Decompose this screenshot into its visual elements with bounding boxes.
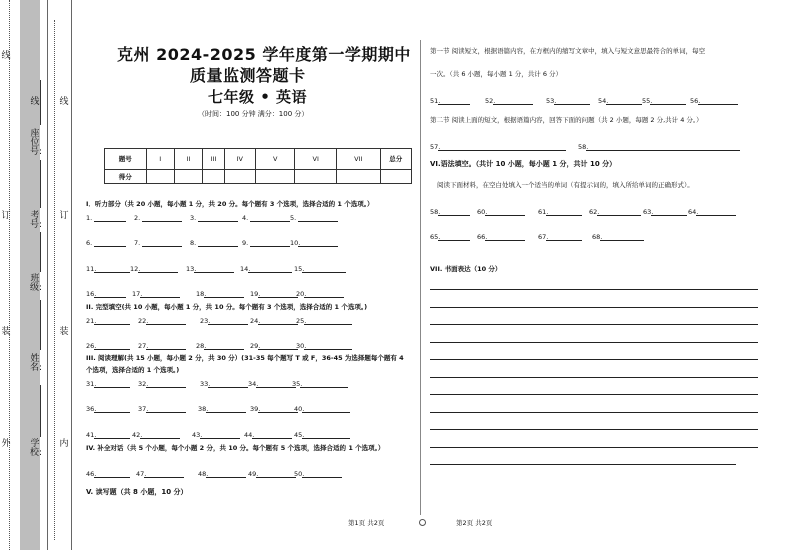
grammar-answer-blank[interactable] [438, 240, 470, 241]
name-label: 姓名: [30, 354, 43, 373]
reading-answer-blank[interactable] [94, 412, 130, 413]
grammar-number: 64. [688, 208, 699, 216]
cloze-number: 23. [200, 317, 211, 325]
reading-number: 35. [292, 380, 303, 388]
listening-number: 11. [86, 265, 97, 273]
inner-mark-seal: 装 [59, 327, 69, 337]
section-6-description: 阅读下面材料，在空白处填入一个适当的单词（有提示词的，填入所给单词的正确形式）。 [437, 181, 694, 189]
outer-mark-bind: 订 [1, 211, 11, 221]
reading-number: 40. [294, 405, 305, 413]
score-header-1: I [146, 149, 174, 170]
listening-number: 9. [242, 239, 249, 247]
dialogue-answer-blank[interactable] [256, 477, 296, 478]
listening-answer-blank[interactable] [250, 221, 290, 222]
reading-summary-number: 51. [430, 97, 441, 105]
section-3-title-a: III. 阅读理解(共 15 小题，每小题 2 分，共 30 分）(31-35 每个题写 T 或 F，36-45 为选择题每个题有 4 [86, 354, 404, 362]
listening-answer-blank[interactable] [250, 246, 290, 247]
page-title-line1: 克州 2024-2025 学年度第一学期期中 [117, 45, 411, 64]
reading-number: 43. [192, 431, 203, 439]
score-cell[interactable] [336, 169, 380, 183]
writing-line[interactable] [430, 429, 758, 430]
dialogue-number: 48. [198, 470, 209, 478]
outer-mark-outside: 外 [1, 439, 11, 449]
reading-summary-answer-blank[interactable] [493, 104, 533, 105]
grammar-answer-blank[interactable] [546, 215, 582, 216]
listening-number: 10. [290, 239, 301, 247]
reading-number: 41. [86, 431, 97, 439]
cloze-answer-blank[interactable] [94, 349, 130, 350]
reading-summary-number: 54. [598, 97, 609, 105]
dialogue-number: 46. [86, 470, 97, 478]
listening-answer-blank[interactable] [142, 246, 182, 247]
reading-summary-number: 52. [485, 97, 496, 105]
reading-answer-blank[interactable] [206, 412, 246, 413]
listening-answer-blank[interactable] [198, 246, 238, 247]
section-6-title: VI.语法填空。（共计 10 小题，每小题 1 分，共计 10 分） [430, 160, 617, 168]
score-header-7: VII [336, 149, 380, 170]
reading-summary-answer-blank[interactable] [606, 104, 642, 105]
cloze-number: 30. [296, 342, 307, 350]
grammar-number: 58. [430, 208, 441, 216]
score-header-3: III [203, 149, 224, 170]
listening-number: 16. [86, 290, 97, 298]
grammar-number: 66. [477, 233, 488, 241]
inner-mark-line: 线 [59, 97, 69, 107]
grade-subject: 七年级 • 英语 [208, 88, 308, 106]
reading-number: 36. [86, 405, 97, 413]
writing-line[interactable] [430, 464, 736, 465]
listening-number: 6. [86, 239, 93, 247]
reading-number: 38. [198, 405, 209, 413]
reading-number: 32. [138, 380, 149, 388]
writing-line[interactable] [430, 359, 758, 360]
page-separator-circle [419, 519, 426, 526]
reading-summary-answer-blank[interactable] [698, 104, 738, 105]
grammar-answer-blank[interactable] [546, 240, 582, 241]
dialogue-answer-blank[interactable] [302, 477, 342, 478]
cloze-number: 27. [138, 342, 149, 350]
listening-answer-blank[interactable] [138, 272, 178, 273]
reading-answer-blank[interactable] [208, 387, 248, 388]
cloze-answer-blank[interactable] [258, 324, 298, 325]
reading-summary-number: 56. [690, 97, 701, 105]
reading-summary-answer-blank[interactable] [554, 104, 590, 105]
grammar-answer-blank[interactable] [485, 215, 525, 216]
score-cell[interactable] [174, 169, 202, 183]
listening-answer-blank[interactable] [94, 272, 130, 273]
cloze-number: 29. [250, 342, 261, 350]
grammar-number: 61. [538, 208, 549, 216]
cloze-answer-blank[interactable] [304, 324, 352, 325]
cloze-answer-blank[interactable] [204, 349, 244, 350]
section-4-title: IV. 补全对话（共 5 个小题，每个小题 2 分，共 10 分。每个题有 5 个选项，选择合适的 1 个选项。） [86, 444, 385, 452]
reading-answer-blank[interactable] [302, 412, 350, 413]
listening-number: 5. [290, 214, 297, 222]
grammar-number: 65. [430, 233, 441, 241]
reading-question-answer-blank[interactable] [586, 150, 740, 151]
reading-answer-blank[interactable] [94, 387, 130, 388]
grammar-answer-blank[interactable] [485, 240, 525, 241]
listening-number: 18. [196, 290, 207, 298]
writing-line[interactable] [430, 324, 758, 325]
listening-number: 1. [86, 214, 93, 222]
dialogue-number: 50. [294, 470, 305, 478]
grammar-number: 68. [592, 233, 603, 241]
listening-number: 7. [134, 239, 141, 247]
cloze-number: 21. [86, 317, 97, 325]
dialogue-answer-blank[interactable] [144, 477, 184, 478]
grammar-number: 67. [538, 233, 549, 241]
cloze-number: 24. [250, 317, 261, 325]
grammar-answer-blank[interactable] [438, 215, 470, 216]
reading-summary-answer-blank[interactable] [650, 104, 686, 105]
part1-instruction-line1: 第一节 阅读短文，根据语篇内容，在方框内的缩写文章中，填入与短文意思最符合的单词，每空 [430, 47, 706, 55]
grammar-answer-blank[interactable] [651, 215, 687, 216]
listening-answer-blank[interactable] [258, 297, 298, 298]
page-title-line2: 质量监测答题卡 [190, 66, 306, 85]
listening-answer-blank[interactable] [298, 246, 338, 247]
dialogue-number: 49. [248, 470, 259, 478]
reading-number: 31. [86, 380, 97, 388]
inner-mark-bind: 订 [59, 211, 69, 221]
listening-answer-blank[interactable] [204, 297, 244, 298]
exam-number-label: 考号: [30, 211, 43, 230]
reading-answer-blank[interactable] [140, 438, 180, 439]
score-header-total: 总分 [380, 149, 411, 170]
cloze-answer-blank[interactable] [94, 324, 130, 325]
grammar-number: 62. [589, 208, 600, 216]
reading-answer-blank[interactable] [94, 438, 130, 439]
writing-line[interactable] [430, 342, 758, 343]
class-label: 班级: [30, 274, 43, 293]
listening-number: 13. [186, 265, 197, 273]
page-number-2: 第2页 共2页 [456, 519, 493, 527]
cloze-number: 26. [86, 342, 97, 350]
binding-border-line [71, 0, 72, 550]
listening-number: 2. [134, 214, 141, 222]
reading-number: 39. [250, 405, 261, 413]
seat-number-label: 座位号: [30, 129, 43, 157]
dialogue-answer-blank[interactable] [206, 477, 246, 478]
reading-number: 45. [294, 431, 305, 439]
score-header-4: IV [224, 149, 255, 170]
reading-summary-number: 53. [546, 97, 557, 105]
grammar-number: 63. [643, 208, 654, 216]
score-cell[interactable] [380, 169, 411, 183]
reading-number: 44. [244, 431, 255, 439]
listening-answer-blank[interactable] [198, 221, 238, 222]
writing-line[interactable] [430, 447, 758, 448]
listening-answer-blank[interactable] [304, 297, 344, 298]
grammar-number: 60. [477, 208, 488, 216]
listening-answer-blank[interactable] [302, 272, 346, 273]
reading-answer-blank[interactable] [302, 438, 350, 439]
outer-mark-seal: 装 [1, 327, 11, 337]
score-header-5: V [255, 149, 295, 170]
writing-line[interactable] [430, 412, 758, 413]
grammar-answer-blank[interactable] [600, 240, 644, 241]
section-2-title: II. 完型填空(共 10 小题，每小题 1 分，共 10 分。每个题有 3 个选项，选择合适的 1 个选项。) [86, 303, 368, 311]
listening-number: 4. [242, 214, 249, 222]
score-cell[interactable] [146, 169, 174, 183]
reading-answer-blank[interactable] [252, 438, 292, 439]
inner-solid-line [47, 0, 48, 550]
reading-number: 42. [132, 431, 143, 439]
line-label: 线 [30, 97, 40, 107]
listening-number: 15. [294, 265, 305, 273]
reading-question-number: 57. [430, 143, 441, 151]
writing-line[interactable] [430, 307, 758, 308]
reading-question-number: 58. [578, 143, 589, 151]
column-divider [420, 40, 421, 515]
writing-line[interactable] [430, 289, 758, 290]
cloze-answer-blank[interactable] [304, 349, 352, 350]
listening-number: 3. [190, 214, 197, 222]
grammar-answer-blank[interactable] [597, 215, 641, 216]
score-cell[interactable] [203, 169, 224, 183]
listening-answer-blank[interactable] [298, 221, 338, 222]
dialogue-answer-blank[interactable] [94, 477, 130, 478]
listening-answer-blank[interactable] [94, 297, 126, 298]
writing-line[interactable] [430, 377, 758, 378]
listening-answer-blank[interactable] [94, 246, 126, 247]
score-header-label: 题号 [105, 149, 147, 170]
score-cell[interactable] [255, 169, 295, 183]
cloze-answer-blank[interactable] [146, 324, 186, 325]
section-7-title: VII. 书面表达（10 分） [430, 265, 502, 273]
listening-number: 12. [130, 265, 141, 273]
listening-answer-blank[interactable] [248, 272, 292, 273]
section-3-title-b: 个选项，选择合适的 1 个选项。) [86, 366, 180, 374]
score-row-label: 得分 [105, 169, 147, 183]
school-label: 学校: [30, 439, 43, 458]
listening-number: 14. [240, 265, 251, 273]
name-field[interactable] [40, 300, 41, 350]
reading-answer-blank[interactable] [300, 387, 348, 388]
score-cell[interactable] [224, 169, 255, 183]
score-table [104, 148, 412, 184]
section-1-title: I．听力部分（共 20 小题，每小题 1 分，共 20 分。每个题有 3 个选项，选择合适的 1 个选项。） [86, 200, 374, 208]
listening-answer-blank[interactable] [94, 221, 126, 222]
reading-summary-number: 55. [642, 97, 653, 105]
cloze-number: 25. [296, 317, 307, 325]
listening-answer-blank[interactable] [194, 272, 234, 273]
part1-instruction-line2: 一次。（共 6 小题，每小题 1 分，共计 6 分） [430, 70, 563, 78]
reading-answer-blank[interactable] [256, 387, 296, 388]
listening-number: 20. [296, 290, 307, 298]
grammar-answer-blank[interactable] [696, 215, 736, 216]
outer-dotted-line [9, 0, 10, 550]
school-field[interactable] [40, 385, 41, 437]
reading-answer-blank[interactable] [146, 387, 186, 388]
class-field[interactable] [40, 232, 41, 272]
time-info: （时间：100 分钟 满分：100 分） [198, 110, 309, 118]
score-header-2: II [174, 149, 202, 170]
seat-number-field[interactable] [40, 80, 41, 125]
cloze-number: 22. [138, 317, 149, 325]
reading-number: 37. [138, 405, 149, 413]
listening-number: 19. [250, 290, 261, 298]
score-header-6: VI [295, 149, 337, 170]
reading-answer-blank[interactable] [258, 412, 298, 413]
reading-answer-blank[interactable] [200, 438, 240, 439]
score-cell[interactable] [295, 169, 337, 183]
cloze-answer-blank[interactable] [208, 324, 248, 325]
listening-answer-blank[interactable] [142, 221, 182, 222]
reading-summary-answer-blank[interactable] [438, 104, 470, 105]
dialogue-number: 47. [136, 470, 147, 478]
exam-number-field[interactable] [40, 160, 41, 208]
cloze-number: 28. [196, 342, 207, 350]
reading-number: 34. [248, 380, 259, 388]
inner-dotted-line [54, 20, 55, 540]
cloze-answer-blank[interactable] [258, 349, 298, 350]
inner-mark-inside: 内 [59, 439, 69, 449]
writing-line[interactable] [430, 394, 758, 395]
page-number-1: 第1页 共2页 [348, 519, 385, 527]
reading-number: 33. [200, 380, 211, 388]
listening-answer-blank[interactable] [140, 297, 180, 298]
cloze-answer-blank[interactable] [146, 349, 186, 350]
reading-answer-blank[interactable] [146, 412, 186, 413]
listening-number: 8. [190, 239, 197, 247]
part2-instruction: 第二节 阅读上面的短文，根据语篇内容，回答下面的问题（共 2 小题，每题 2 分,共计 4 分。） [430, 116, 703, 124]
outer-mark-line: 线 [1, 51, 11, 61]
section-5-title: V. 读写题（共 8 小题，10 分） [86, 488, 188, 496]
listening-number: 17. [132, 290, 143, 298]
reading-question-answer-blank[interactable] [438, 150, 566, 151]
